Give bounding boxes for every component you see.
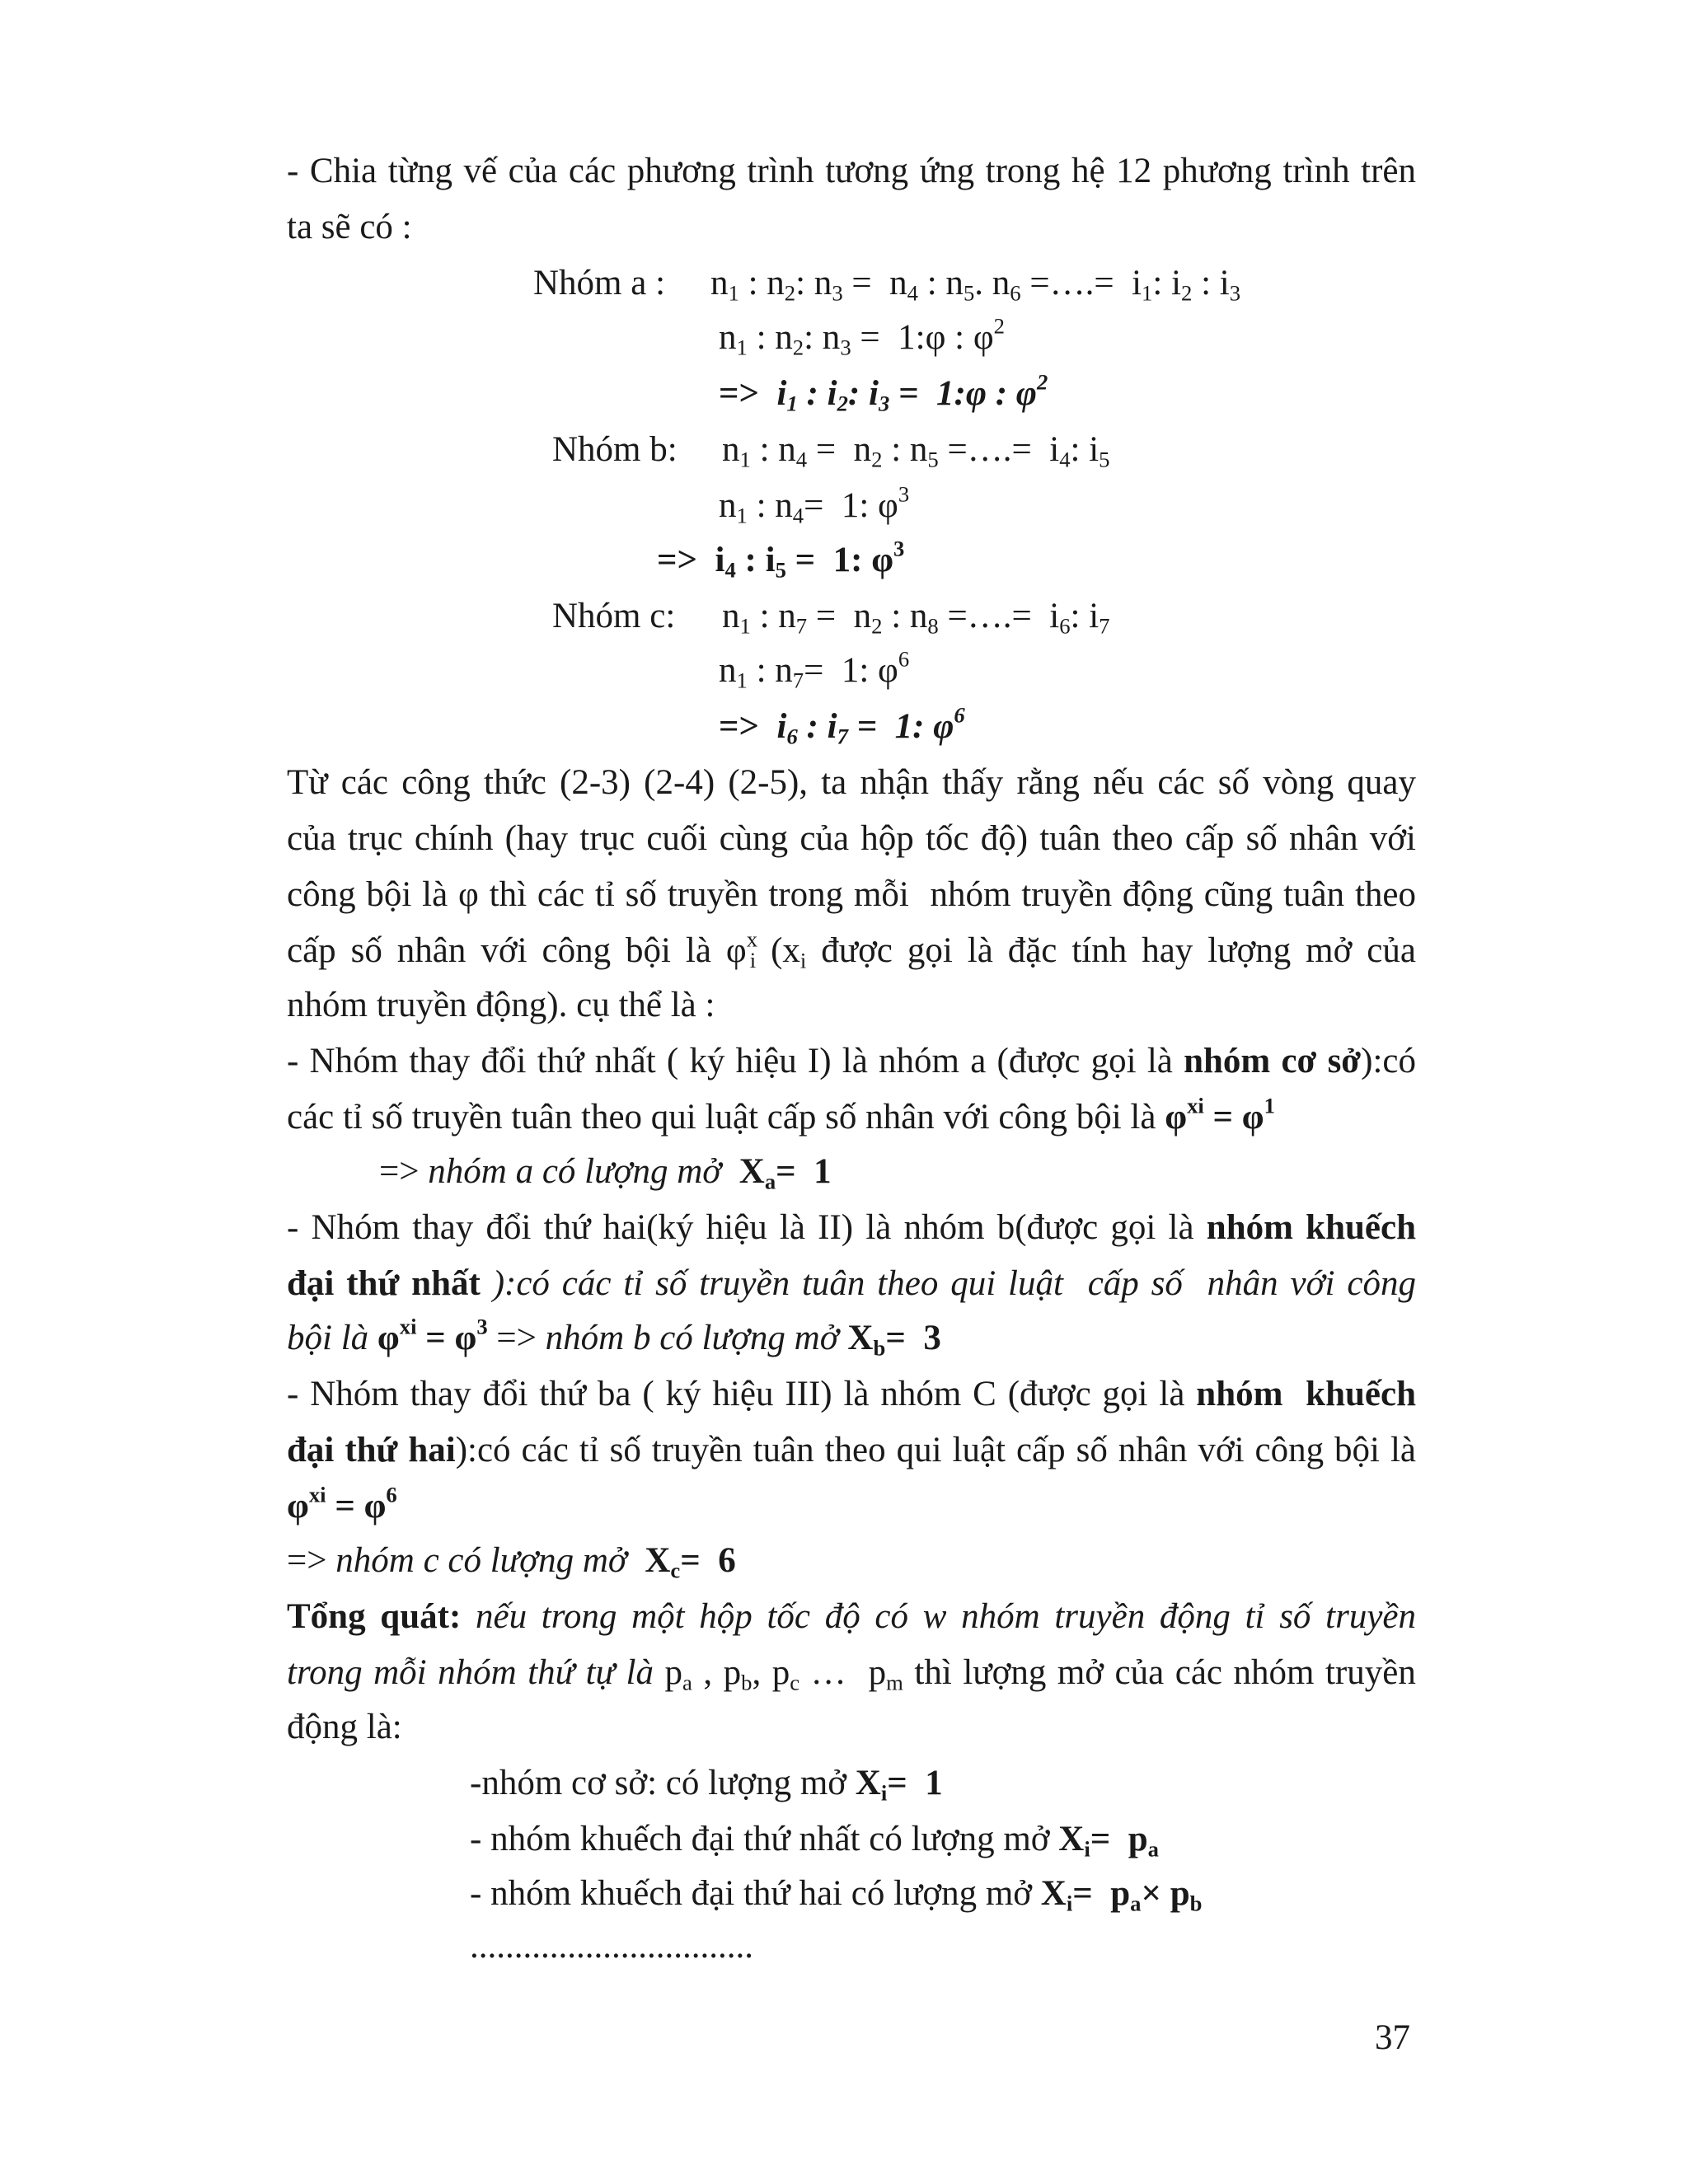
bullet1-bold-term: nhóm cơ sở: [1184, 1042, 1362, 1080]
bullet2-bold-term: nhóm khuếch: [1206, 1208, 1416, 1247]
paragraph1-line-2: [287, 821, 1416, 856]
paragraph1-text-3: công bội là φ thì các tỉ số truyền trong mỗi nhóm truyền động cũng tuân theo: [287, 875, 1416, 914]
bullet3-bold-term-2: đại thứ hai: [287, 1431, 456, 1469]
bullet1-result-arrow: =>: [379, 1152, 429, 1191]
bullet3-text-pre: - Nhóm thay đổi thứ ba ( ký hiệu III) là nhóm C (được gọi là: [287, 1375, 1197, 1413]
group-b-equation-2: $n_1$ : $n_4= 1$: $\varphi^3$: [719, 481, 910, 528]
paragraph1-text-1: Từ các công thức (2-3) (2-4) (2-5), ta nhận thấy rằng nếu các số vòng quay: [287, 763, 1416, 802]
group-c-label-text: Nhóm c:: [552, 597, 676, 635]
bullet3-line-2: [287, 1432, 1416, 1468]
group-b-label-text: Nhóm b:: [552, 430, 678, 469]
bullet1-line-2: các tỉ số truyền tuân theo qui luật cấp số nhân với công bội là $\varphi^{xi} = \varphi^1$: [287, 1093, 1275, 1137]
general-item-3: - nhóm khuếch đại thứ hai có lượng mở $X_i= p_a\times p_b$: [470, 1874, 1203, 1916]
intro-line-2: [287, 209, 412, 245]
bullet2-bold-term-2: đại thứ nhất: [287, 1264, 481, 1303]
general-italic-text-2: trong mỗi nhóm thứ tự là: [287, 1653, 654, 1692]
intro-text-2: ta sẽ có :: [287, 208, 412, 246]
group-c-label: [552, 598, 675, 634]
general-item-1-text: -nhóm cơ sở: có lượng mở: [470, 1764, 856, 1802]
bullet3-result: => nhóm c có lượng mở $X_c= 6$: [287, 1541, 736, 1583]
bullet1-text-post: ):có: [1361, 1042, 1416, 1080]
group-a-label-text: Nhóm a :: [533, 264, 666, 302]
general-item-2: - nhóm khuếch đại thứ nhất có lượng mở $X_i= p_a$: [470, 1820, 1159, 1862]
group-a-equation-2: $n_1$ : $n_2$: $n_3$ = 1:φ : $\varphi^2$: [719, 313, 1005, 360]
paragraph1-line-3: [287, 877, 1416, 912]
group-a-result: => $i_1$ : $i_2$: $i_3$ = 1:φ : $\varphi^2$: [719, 369, 1048, 416]
paragraph1-text-5: nhóm truyền động). cụ thể là :: [287, 986, 715, 1024]
general-item-3-text: - nhóm khuếch đại thứ hai có lượng mở: [470, 1874, 1041, 1913]
paragraph1-line-4: cấp số nhân với công bội là $\varphi^x_i$ ($x_i$ được gọi là đặc tính hay lượng mở của: [287, 926, 1416, 973]
bullet3-line-3: $\varphi^{xi} = \varphi^6$: [287, 1482, 397, 1526]
page-number: 37: [1375, 2018, 1410, 2057]
group-b-equation-1: $n_1$ : $n_4 = n_2$ : $n_5$ =….= $i_4$: $i_5$: [722, 430, 1110, 472]
paragraph1-line-5: [287, 987, 715, 1023]
general-italic-text: nếu trong một hộp tốc độ có w nhóm truyền động tỉ số truyền: [461, 1597, 1416, 1636]
paragraph1-line-1: [287, 765, 1416, 800]
group-b-label: [552, 432, 678, 467]
bullet2-result-text: nhóm b có lượng mở: [545, 1319, 839, 1357]
general-dots-text: ................................: [470, 1927, 753, 1966]
group-a-label: [533, 265, 665, 301]
group-b-result: => $i_4$ : $i_5 = 1$: $\varphi^3$: [657, 536, 905, 583]
general-text-3: động là:: [287, 1708, 402, 1746]
bullet2-italic-text-2: bội là: [287, 1319, 377, 1357]
bullet3-text-2: ):có các tỉ số truyền tuân theo qui luật cấp số nhân với công bội là: [455, 1431, 1416, 1469]
bullet2-line-1: [287, 1210, 1416, 1245]
bullet2-text-pre: - Nhóm thay đổi thứ hai(ký hiệu là II) là nhóm b(được gọi là: [287, 1208, 1207, 1247]
group-c-equation-1: $n_1$ : $n_7 = n_2$ : $n_8$ =….= $i_6$: $i_7$: [722, 597, 1110, 639]
general-line-1: [287, 1599, 1416, 1634]
general-item-2-text: - nhóm khuếch đại thứ nhất có lượng mở: [470, 1820, 1059, 1858]
group-c-equation-2: $n_1$ : $n_7= 1$: $\varphi^6$: [719, 646, 910, 693]
group-a-equation-1: $n_1$ : $n_2$: $n_3 = n_4$ : $n_5$. $n_6$ =….= $i_1$: $i_2$ : $i_3$: [710, 264, 1241, 306]
bullet1-text-pre: - Nhóm thay đổi thứ nhất ( ký hiệu I) là nhóm a (được gọi là: [287, 1042, 1184, 1080]
paragraph1-text-2: của trục chính (hay trục cuối cùng của hộp tốc độ) tuân theo cấp số nhân với: [287, 819, 1416, 858]
bullet1-line-1: [287, 1043, 1416, 1079]
bullet3-result-text: nhóm c có lượng mở: [335, 1541, 627, 1580]
general-item-1: -nhóm cơ sở: có lượng mở $X_i= 1$: [470, 1764, 943, 1806]
bullet1-result-text: nhóm a có lượng mở: [428, 1152, 722, 1191]
general-line-2: trong mỗi nhóm thứ tự là $p_a$ , $p_b$, $p_c$ … $p_m$ thì lượng mở của các nhóm truyền: [287, 1653, 1416, 1695]
bullet3-line-1: [287, 1376, 1416, 1412]
intro-text-1: - Chia từng vế của các phương trình tương ứng trong hệ 12 phương trình trên: [287, 152, 1416, 190]
general-dots: [470, 1929, 753, 1964]
bullet2-line-3: bội là $\varphi^{xi} = \varphi^3$ => nhóm b có lượng mở $X_b= 3$: [287, 1314, 941, 1361]
bullet3-result-arrow: =>: [287, 1541, 336, 1580]
group-c-result: => $i_6$ : $i_7 = 1$: $\varphi^6$: [719, 702, 965, 749]
bullet1-text-2: các tỉ số truyền tuân theo qui luật cấp số nhân với công bội là: [287, 1098, 1165, 1137]
general-line-3: [287, 1709, 402, 1745]
bullet2-line-2: [287, 1266, 1416, 1301]
general-label: Tổng quát:: [287, 1597, 462, 1636]
bullet1-result: => nhóm a có lượng mở $X_a= 1$: [379, 1152, 832, 1194]
intro-line-1: [287, 153, 1416, 189]
bullet3-bold-term: nhóm khuếch: [1196, 1375, 1416, 1413]
general-text-2-post: thì lượng mở của các nhóm truyền: [903, 1653, 1416, 1692]
bullet2-italic-text: ):có các tỉ số truyền tuân theo qui luật cấp số nhân với công: [480, 1264, 1416, 1303]
